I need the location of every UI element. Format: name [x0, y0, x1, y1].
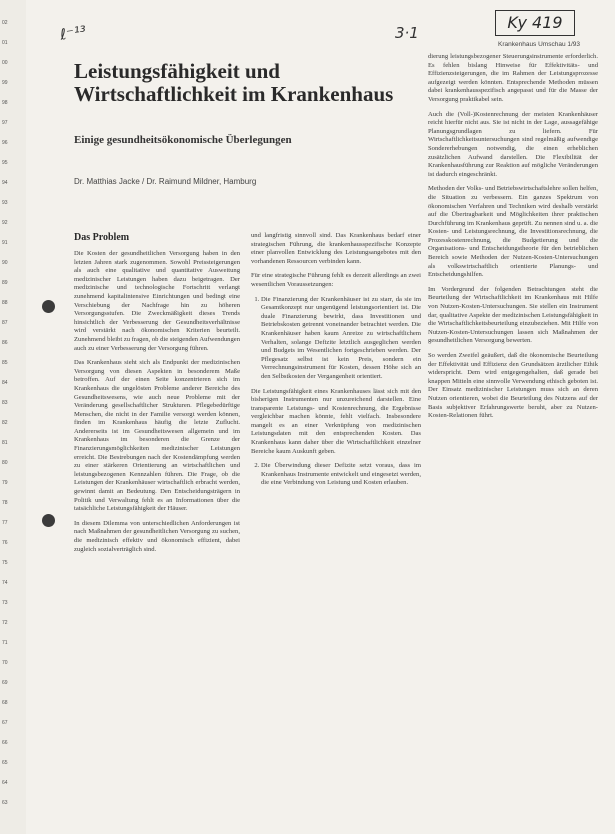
- margin-number: 81: [2, 440, 8, 446]
- archive-stamp: Ky 419: [495, 10, 575, 36]
- paragraph: Methoden der Volks- und Betriebswirtschaftslehre sollen helfen, die Situation zu verbessern. Ein ganzes Spektrum von ökonomischen Verfahren und Techniken wird deshalb verstärkt auf die Übertragbarkeit und Möglichkeiten ihrer praktischen Durchführung im Krankenhaus geprüft. Zu nennen sind u. a. die Kosten- und Leistungsrechnung, die Investitionsrechnung, die Prozesskostenrechnung, die Budgetierung und die Organisations- und Entscheidungstheorie für den betrieblichen Bereich sowie Methoden der Nutzen-Kosten-Untersuchungen als volkswirtschaftlich orientierte Planungs- und Entscheidungshilfen.: [428, 185, 598, 279]
- margin-number: 96: [2, 140, 8, 146]
- margin-number: 85: [2, 360, 8, 366]
- punch-hole-bottom: [42, 514, 55, 527]
- margin-number: 75: [2, 560, 8, 566]
- margin-number: 79: [2, 480, 8, 486]
- margin-number: 84: [2, 380, 8, 386]
- article-title: Leistungsfähigkeit und Wirtschaftlichkeit im Krankenhaus: [74, 59, 394, 106]
- margin-number: 76: [2, 540, 8, 546]
- paragraph: dierung leistungsbezogener Steuerungsinstrumente erforderlich. Es fehlen bislang Hinweise für Effektivitäts- und Effizienzsteigerungen, die im Rahmen der Leistungsprozesse aufgezeigt werden könnten. Entsprechende Methoden müssen dabei krankenhausspezifisch angepasst und für die Masse der Versorgung praktikabel sein.: [428, 53, 598, 103]
- margin-number: 02: [2, 20, 8, 26]
- margin-number: 91: [2, 240, 8, 246]
- margin-number: 71: [2, 640, 8, 646]
- margin-number: 70: [2, 660, 8, 666]
- paragraph: In diesem Dilemma von unterschiedlichen Anforderungen ist nach Maßnahmen der gesundheitlichen Versorgung zu suchen, die medizinisch effektiv und ökonomisch effizient, dabei zugleich sozialverträglich sind.: [74, 519, 240, 553]
- margin-number: 78: [2, 500, 8, 506]
- margin-number: 90: [2, 260, 8, 266]
- text-column-2: [251, 232, 421, 830]
- paragraph: und langfristig sinnvoll sind. Das Krankenhaus bedarf einer strategischen Führung, die krankenhausspezifische Konzepte einer planvollen Entwicklung des Leistungsangebotes mit den vorhandenen Ressourcen verbinden kann.: [251, 232, 421, 265]
- paragraph: Im Vordergrund der folgenden Betrachtungen steht die Beurteilung der Wirtschaftlichkeit im Krankenhaus mit Hilfe von Nutzen-Kosten-Untersuchungen. Sie stellen ein Instrument dar, qualitative Aspekte der medizinischen Leistungsfähigkeit in die Wirtschaftlichkeitsbeurteilung einzubeziehen. Mit Hilfe von Nutzen-Kosten-Untersuchungen lassen sich Maßnahmen der gesundheitlichen Versorgung bewerten.: [428, 285, 598, 345]
- paragraph: Auch die (Voll-)Kostenrechnung der meisten Krankenhäuser reicht hierfür nicht aus. Sie ist nicht in der Lage, aussagefähige Planungsgrundlagen zu liefern. Für Wirtschaftlichkeitsuntersuchungen sind regelmäßig aufwendige Sondererhebungen notwendig, die einen erheblichen zusätzlichen Aufwand darstellen. Die Flexibilität der Krankenhausführung zur Reaktion auf mögliche Veränderungen ist dadurch eingeschränkt.: [428, 110, 598, 178]
- margin-number: 68: [2, 700, 8, 706]
- paragraph: Für eine strategische Führung fehlt es derzeit allerdings an zwei wesentlichen Voraussetzungen:: [251, 272, 421, 288]
- paragraph: Das Krankenhaus sieht sich als Endpunkt der medizinischen Versorgung von diesen Aspekten in besonderem Maße betroffen. Auf der einen Seite konzentrieren sich im Krankenhaus die ungelösten Probleme anderer Bereiche des Gesundheitswesens, wie auch neue Probleme mit der Veränderung gesellschaftlicher Strukturen. Pflegebedürftige Menschen, die nicht in der Familie versorgt werden können, finden im Krankenhaus häufig die letzte Zuflucht. Andererseits ist im Gesundheitswesen allgemein und im Krankenhaus im besonderen die Grenze der Finanzierungsmöglichkeiten medizinischer Leistungen erreicht. Die Bestrebungen nach der Kostendämpfung werden zu einer stärkeren Orientierung an wirtschaftlichen und leistungsbezogenen Kennzahlen führen. Die Frage, ob die Leistungen der Krankenhäuser wirtschaftlich erbracht werden, gewinnt damit an Bedeutung. Den Entscheidungsträgern in Politik und Verwaltung fehlt es an Informationen über die tatsächliche Leistungsfähigkeit der Häuser.: [74, 359, 240, 513]
- handwritten-note-center: 3·1: [395, 24, 419, 42]
- margin-number: 87: [2, 320, 8, 326]
- margin-number: 88: [2, 300, 8, 306]
- margin-number: 80: [2, 460, 8, 466]
- margin-number: 98: [2, 100, 8, 106]
- article-subtitle: Einige gesundheitsökonomische Überlegungen: [74, 134, 292, 146]
- list-item: 1. Die Finanzierung der Krankenhäuser ist zu starr, da sie im Gesamtkonzept nur ungenügend leistungsorientiert ist. Die duale Finanzierung bewirkt, dass Investitionen und Betriebskosten getrennt voneinander betrachtet werden. Die Krankenhäuser haben kaum Anreize zu wirtschaftlichem Verhalten, solange Defizite letztlich ausgeglichen werden und Budgets im Wesentlichen fortgeschrieben werden. Der Pflegesatz selbst ist kein Preis, sondern ein Verrechnungsinstrument für Kosten, dessen Höhe sich an den Selbstkosten der Vergangenheit orientiert.: [261, 296, 421, 382]
- margin-number-scale: [2, 20, 16, 820]
- handwritten-note: ℓ⁻¹³: [58, 22, 88, 44]
- margin-number: 77: [2, 520, 8, 526]
- margin-number: 01: [2, 40, 8, 46]
- margin-number: 65: [2, 760, 8, 766]
- margin-number: 83: [2, 400, 8, 406]
- margin-number: 89: [2, 280, 8, 286]
- section-heading: Das Problem: [74, 232, 130, 243]
- punch-hole-top: [42, 300, 55, 313]
- journal-reference: Krankenhaus Umschau 1/93: [498, 41, 581, 48]
- margin-number: 74: [2, 580, 8, 586]
- margin-number: 00: [2, 60, 8, 66]
- margin-number: 92: [2, 220, 8, 226]
- margin-number: 99: [2, 80, 8, 86]
- margin-number: 94: [2, 180, 8, 186]
- list-item: 2. Die Überwindung dieser Defizite setzt voraus, dass im Krankenhaus Instrumente entwickelt und eingesetzt werden, die eine Verbindung von Leistung und Kosten erlauben.: [261, 462, 421, 488]
- article-authors: Dr. Matthias Jacke / Dr. Raimund Mildner, Hamburg: [74, 177, 257, 186]
- margin-number: 64: [2, 780, 8, 786]
- paragraph: Die Leistungsfähigkeit eines Krankenhauses lässt sich mit den bisherigen Instrumenten nur unzureichend darstellen. Eine transparente Leistungs- und Kostenrechnung, die Ergebnisse vergleichbar machen könnte, fehlt vielfach. Insbesondere mangelt es an einer Verknüpfung von medizinischen Leistungsdaten mit den entsprechenden Kosten. Das Krankenhaus kann daher über die Wirtschaftlichkeit einzelner Bereiche kaum Auskunft geben.: [251, 387, 421, 455]
- margin-number: 97: [2, 120, 8, 126]
- margin-number: 95: [2, 160, 8, 166]
- margin-number: 86: [2, 340, 8, 346]
- paragraph: So werden Zweifel geäußert, daß die ökonomische Beurteilung der Effektivität und Effizienz den Grundsätzen ärztlicher Ethik widerspricht. Dem wird entgegengehalten, daß gerade bei knappen Mitteln eine sinnvolle Verwendung ethisch geboten ist. Der Einsatz medizinischer Leistungen muss sich an deren Nutzen orientieren, wobei die Beurteilung des Nutzens auf der Basis subjektiver Erfahrungswerte beruht, aber zu Nutzen-Kosten-Relationen führt.: [428, 352, 598, 420]
- margin-number: 72: [2, 620, 8, 626]
- margin-number: 73: [2, 600, 8, 606]
- margin-number: 63: [2, 800, 8, 806]
- margin-number: 67: [2, 720, 8, 726]
- text-column-1: [74, 250, 240, 830]
- margin-number: 66: [2, 740, 8, 746]
- margin-number: 69: [2, 680, 8, 686]
- paragraph: Die Kosten der gesundheitlichen Versorgung haben in den letzten Jahren stark zugenommen. Sowohl Preissteigerungen als auch eine qualitative und quantitative Ausweitung medizinischer Leistungen haben dazu beigetragen. Der medizinische und technologische Fortschritt verlangt zunehmend kapitalintensive Einrichtungen und bedingt eine Verschiebung der Nachfrage hin zu höheren Versorgungsstufen. Die Zweckmäßigkeit dieses Trends hinsichtlich der Verbesserung der Gesundheitsverhältnisse wird verstärkt nach ökonomischen Kriterien beurteilt. Zunehmend bleibt zu fragen, ob die steigenden Aufwendungen auch zu einer Verbesserung der Versorgung führen.: [74, 250, 240, 352]
- text-column-3: [428, 53, 598, 830]
- margin-number: 93: [2, 200, 8, 206]
- margin-number: 82: [2, 420, 8, 426]
